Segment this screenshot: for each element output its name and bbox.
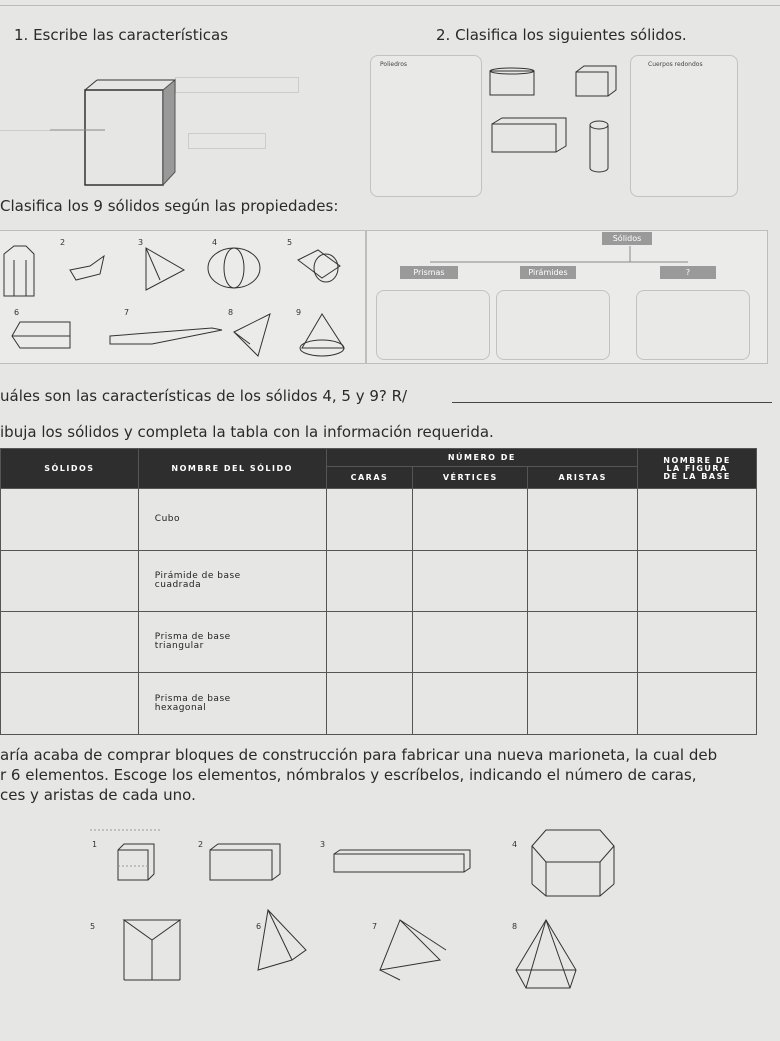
prisms-box[interactable] bbox=[376, 290, 490, 360]
header-base-figure: NOMBRE DE LA FIGURA DE LA BASE bbox=[638, 449, 757, 489]
cell-vertices[interactable] bbox=[413, 673, 528, 735]
cell-edges[interactable] bbox=[528, 673, 638, 735]
answer-box-right bbox=[188, 133, 266, 149]
cell-base-figure[interactable] bbox=[638, 489, 757, 551]
solid-number: 5 bbox=[287, 238, 293, 247]
cell-vertices[interactable] bbox=[413, 489, 528, 551]
header-edges: ARISTAS bbox=[528, 467, 638, 489]
cell-name: Prisma de base hexagonal bbox=[138, 673, 326, 735]
question-6-line-2: r 6 elementos. Escoge los elementos, nómbralos y escríbelos, indicando el número de caras, bbox=[0, 766, 697, 784]
block-number: 2 bbox=[198, 840, 204, 849]
cell-vertices[interactable] bbox=[413, 612, 528, 673]
round-bodies-label: Cuerpos redondos bbox=[648, 61, 703, 68]
cell-drawing[interactable] bbox=[1, 673, 139, 735]
cell-drawing[interactable] bbox=[1, 489, 139, 551]
question-4: uáles son las características de los sólidos 4, 5 y 9? R/ bbox=[0, 387, 408, 405]
category-prisms: Prismas bbox=[400, 266, 458, 279]
block-number: 1 bbox=[92, 840, 98, 849]
cell-name: Pirámide de base cuadrada bbox=[138, 551, 326, 612]
root-label: Sólidos bbox=[602, 232, 652, 245]
category-pyramids: Pirámides bbox=[520, 266, 576, 279]
question-2: 2. Clasifica los siguientes sólidos. bbox=[436, 26, 687, 44]
answer-line-left bbox=[0, 118, 50, 131]
building-blocks-drawings bbox=[0, 820, 780, 1000]
block-number: 5 bbox=[90, 922, 96, 931]
header-vertices: VÉRTICES bbox=[413, 467, 528, 489]
header-number-of: NÚMERO DE bbox=[326, 449, 638, 467]
answer-line[interactable] bbox=[452, 402, 772, 403]
solid-number: 7 bbox=[124, 308, 130, 317]
question-6-line-3: ces y aristas de cada uno. bbox=[0, 786, 196, 804]
cell-drawing[interactable] bbox=[1, 551, 139, 612]
table-row bbox=[1, 612, 757, 673]
header-name: NOMBRE DEL SÓLIDO bbox=[138, 449, 326, 489]
block-number: 6 bbox=[256, 922, 262, 931]
cell-base-figure[interactable] bbox=[638, 612, 757, 673]
cell-drawing[interactable] bbox=[1, 612, 139, 673]
table-row bbox=[1, 673, 757, 735]
cell-name: Cubo bbox=[138, 489, 326, 551]
table-row bbox=[1, 551, 757, 612]
cell-base-figure[interactable] bbox=[638, 673, 757, 735]
cell-base-figure[interactable] bbox=[638, 551, 757, 612]
block-number: 8 bbox=[512, 922, 518, 931]
block-number: 4 bbox=[512, 840, 518, 849]
question-6-line-1: aría acaba de comprar bloques de construcción para fabricar una nueva marioneta, la cual deb bbox=[0, 746, 718, 764]
cell-edges[interactable] bbox=[528, 551, 638, 612]
table-row bbox=[1, 489, 757, 551]
solids-table bbox=[0, 448, 757, 735]
block-number: 7 bbox=[372, 922, 378, 931]
tree-lines bbox=[430, 246, 730, 266]
polyhedra-label: Poliedros bbox=[380, 61, 408, 68]
top-rule bbox=[0, 5, 780, 6]
nine-solids-drawings bbox=[0, 240, 360, 360]
solid-number: 2 bbox=[60, 238, 66, 247]
prism-drawing bbox=[60, 80, 190, 190]
category-unknown: ? bbox=[660, 266, 716, 279]
answer-box-top bbox=[175, 77, 299, 93]
cell-faces[interactable] bbox=[326, 612, 413, 673]
solid-number: 9 bbox=[296, 308, 302, 317]
cell-edges[interactable] bbox=[528, 489, 638, 551]
header-faces: CARAS bbox=[326, 467, 413, 489]
cell-faces[interactable] bbox=[326, 551, 413, 612]
question-3: Clasifica los 9 sólidos según las propiedades: bbox=[0, 197, 339, 215]
block-number: 3 bbox=[320, 840, 326, 849]
solid-number: 4 bbox=[212, 238, 218, 247]
unknown-box[interactable] bbox=[636, 290, 750, 360]
cell-name: Prisma de base triangular bbox=[138, 612, 326, 673]
classify-solids-drawings bbox=[488, 64, 628, 174]
solid-number: 6 bbox=[14, 308, 20, 317]
solid-number: 3 bbox=[138, 238, 144, 247]
round-bodies-box bbox=[630, 55, 738, 197]
question-5: ibuja los sólidos y completa la tabla con la información requerida. bbox=[0, 423, 494, 441]
header-solids: SÓLIDOS bbox=[1, 449, 139, 489]
solid-number: 8 bbox=[228, 308, 234, 317]
cell-faces[interactable] bbox=[326, 673, 413, 735]
cell-vertices[interactable] bbox=[413, 551, 528, 612]
polyhedra-box bbox=[370, 55, 482, 197]
question-1: 1. Escribe las características bbox=[14, 26, 229, 44]
cell-edges[interactable] bbox=[528, 612, 638, 673]
cell-faces[interactable] bbox=[326, 489, 413, 551]
pyramids-box[interactable] bbox=[496, 290, 610, 360]
